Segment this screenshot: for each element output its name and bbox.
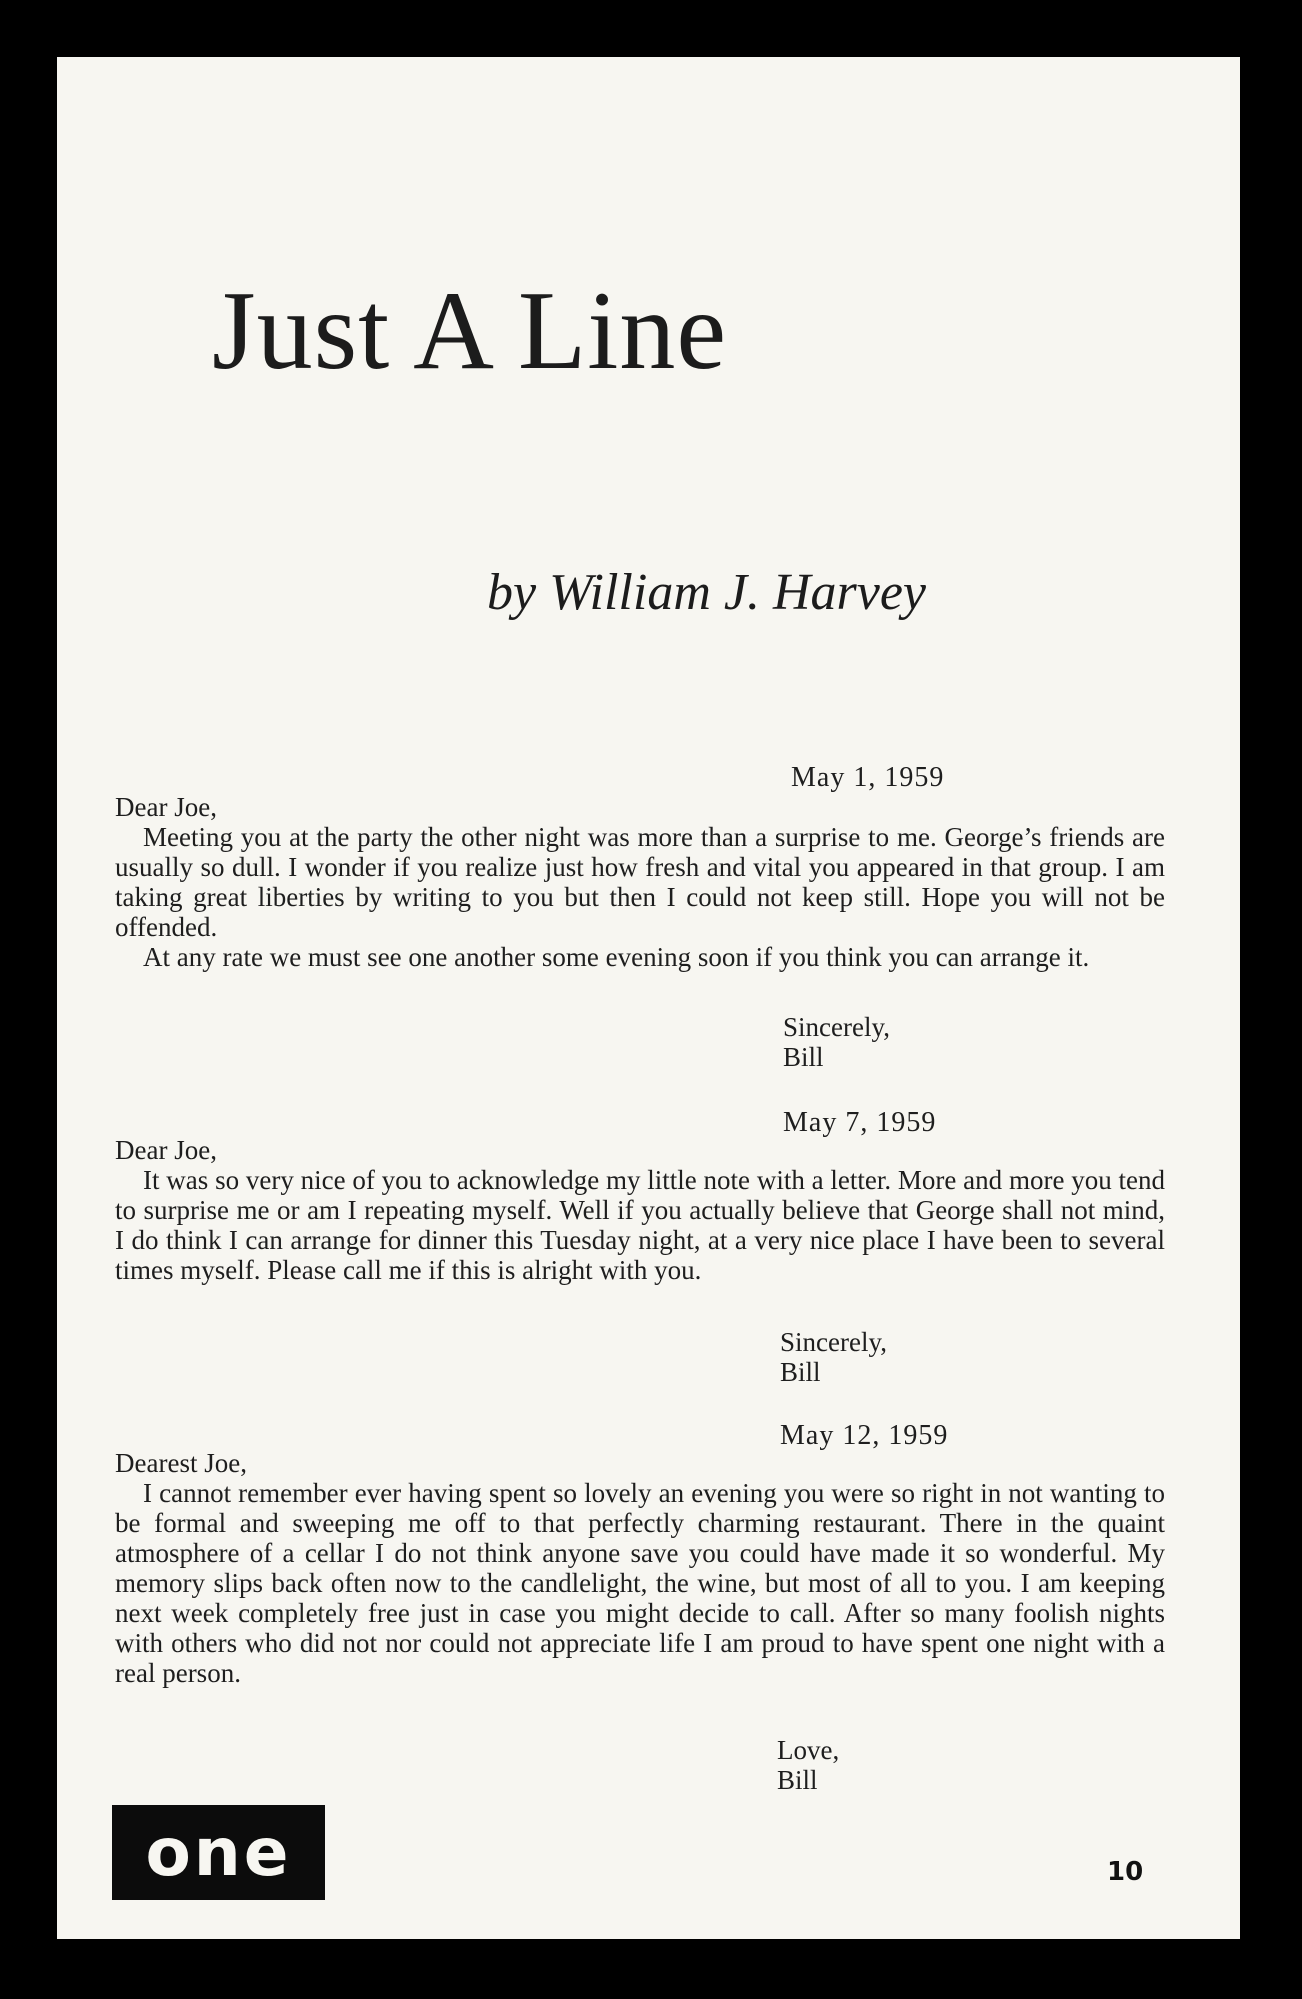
- letter-salutation: Dearest Joe,: [115, 1448, 247, 1478]
- magazine-page: [57, 57, 1240, 1939]
- letter-date: May 7, 1959: [783, 1107, 937, 1138]
- signature: Bill: [780, 1357, 821, 1387]
- letter-body: [115, 822, 1165, 972]
- letter-closing: [783, 1012, 890, 1072]
- signature: Bill: [783, 1042, 824, 1072]
- article-byline: by William J. Harvey: [487, 564, 926, 621]
- closing-text: Sincerely,: [783, 1012, 890, 1042]
- letter-salutation: Dear Joe,: [115, 792, 217, 822]
- letter-date: May 1, 1959: [791, 762, 945, 793]
- magazine-logo: one: [112, 1805, 325, 1900]
- article-title: Just A Line: [212, 269, 728, 393]
- page-number: 10: [1107, 1857, 1144, 1887]
- letter-closing: [780, 1327, 887, 1387]
- closing-text: Sincerely,: [780, 1327, 887, 1357]
- letter-salutation: Dear Joe,: [115, 1135, 217, 1165]
- letter-paragraph: At any rate we must see one another some evening soon if you think you can arrange it.: [143, 942, 1090, 972]
- letter-closing: [777, 1735, 839, 1795]
- letter-paragraph: Meeting you at the party the other night was more than a surprise to me. George’s friends are usually so dull. I wonder if you realize just how fresh and vital you appeared in that group. I am taking great liberties by writing to you but then I could not keep still. Hope you will not be offended.: [115, 822, 1165, 942]
- signature: Bill: [777, 1765, 818, 1795]
- closing-text: Love,: [777, 1735, 840, 1765]
- letter-body: [115, 1165, 1165, 1285]
- letter-paragraph: It was so very nice of you to acknowledge my little note with a letter. More and more you tend to surprise me or am I repeating myself. Well if you actually believe that George shall not mind, I do think I can arrange for dinner this Tuesday night, at a very nice place I have been to several times myself. Please call me if this is alright with you.: [115, 1165, 1165, 1285]
- letter-body: [115, 1478, 1165, 1688]
- letter-paragraph: I cannot remember ever having spent so lovely an evening you were so right in not wanting to be formal and sweeping me off to that perfectly charming restaurant. There in the quaint atmosphere of a cellar I do not think anyone save you could have made it so wonderful. My memory slips back often now to the candlelight, the wine, but most of all to you. I am keeping next week completely free just in case you might decide to call. After so many foolish nights with others who did not nor could not appreciate life I am proud to have spent one night with a real person.: [115, 1478, 1165, 1688]
- letter-date: May 12, 1959: [780, 1420, 949, 1451]
